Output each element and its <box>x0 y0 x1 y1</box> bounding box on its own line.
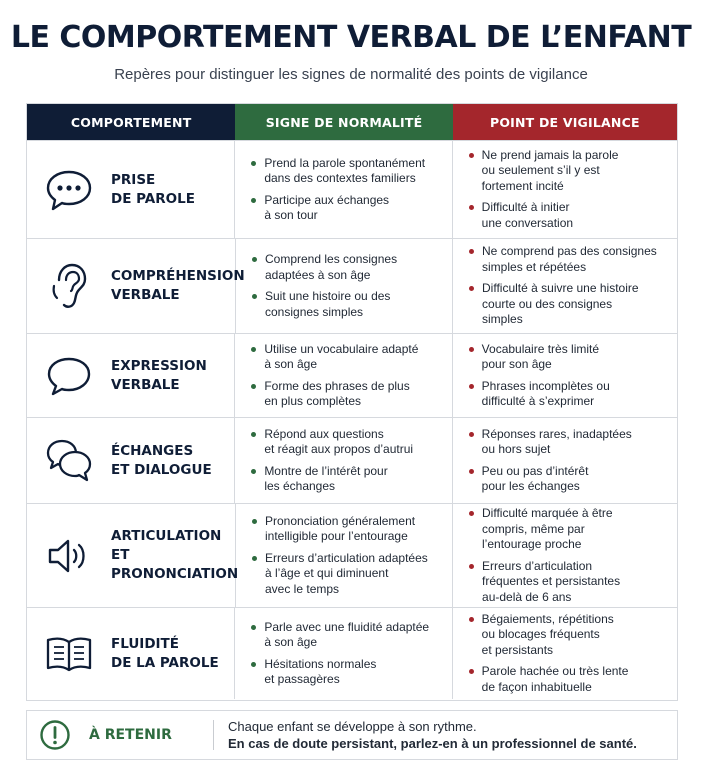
vigilance-cell <box>453 504 677 607</box>
vigilance-item: Difficulté à suivre une histoire courte ou des consignes simples <box>469 281 671 328</box>
behavior-cell <box>27 608 235 699</box>
normal-cell <box>235 608 452 699</box>
open-book-icon <box>45 634 93 674</box>
behavior-cell <box>27 334 235 417</box>
vigilance-item: Parole hachée ou très lente de façon inhabituelle <box>469 664 671 695</box>
divider <box>213 720 214 750</box>
header-behavior: COMPORTEMENT <box>27 104 235 140</box>
vigilance-item: Ne comprend pas des consignes simples et répétées <box>469 244 671 275</box>
behavior-label: PRISE DE PAROLE <box>111 171 195 207</box>
behavior-label: FLUIDITÉ DE LA PAROLE <box>111 635 219 671</box>
reminder-label: À RETENIR <box>89 727 172 743</box>
vigilance-item: Bégaiements, répétitions ou blocages fréquents et persistants <box>469 612 671 659</box>
vigilance-item: Difficulté marquée à être compris, même par l’entourage proche <box>469 506 671 553</box>
table-header <box>27 104 677 140</box>
normal-item: Utilise un vocabulaire adapté à son âge <box>251 342 445 373</box>
vigilance-cell <box>453 334 677 417</box>
table-row <box>27 607 677 699</box>
table-row <box>27 333 677 417</box>
speech-bubble-icon <box>46 355 92 397</box>
normal-item: Erreurs d’articulation adaptées à l’âge et qui diminuent avec le temps <box>252 551 446 598</box>
normal-item: Forme des phrases de plus en plus complètes <box>251 379 445 410</box>
behavior-table <box>26 103 678 701</box>
vigilance-cell <box>453 418 677 503</box>
vigilance-item: Erreurs d’articulation fréquentes et persistantes au-delà de 6 ans <box>469 559 671 606</box>
normal-cell <box>235 418 452 503</box>
ear-icon <box>49 262 89 310</box>
normal-cell <box>236 504 453 607</box>
table-row <box>27 238 677 333</box>
vigilance-item: Ne prend jamais la parole ou seulement s’il y est fortement incité <box>469 148 671 195</box>
behavior-label: COMPRÉHENSION VERBALE <box>111 268 245 303</box>
vigilance-item: Difficulté à initier une conversation <box>469 200 671 231</box>
header-normal: SIGNE DE NORMALITÉ <box>235 104 452 140</box>
table-row <box>27 140 677 238</box>
reminder-line-1: Chaque enfant se développe à son rythme. <box>228 719 477 734</box>
behavior-cell <box>27 239 245 333</box>
behavior-cell <box>27 418 235 503</box>
behavior-cell <box>27 141 235 238</box>
vigilance-item: Phrases incomplètes ou difficulté à s’exprimer <box>469 379 671 410</box>
behavior-cell <box>27 504 239 607</box>
reminder-text <box>228 718 637 752</box>
page-title: LE COMPORTEMENT VERBAL DE L’ENFANT <box>10 20 692 55</box>
normal-item: Participe aux échanges à son tour <box>251 193 445 224</box>
normal-item: Suit une histoire ou des consignes simples <box>252 289 446 320</box>
behavior-label: EXPRESSION VERBALE <box>111 357 207 393</box>
page-subtitle: Repères pour distinguer les signes de normalité des points de vigilance <box>114 66 588 83</box>
normal-item: Prend la parole spontanément dans des contextes familiers <box>251 156 445 187</box>
exclamation-circle-icon <box>39 719 71 751</box>
table-row <box>27 417 677 503</box>
reminder-line-2: En cas de doute persistant, parlez-en à un professionnel de santé. <box>228 736 637 751</box>
speech-bubble-dots-icon <box>45 168 93 212</box>
normal-cell <box>235 141 452 238</box>
dialogue-bubbles-icon <box>45 438 93 484</box>
normal-item: Comprend les consignes adaptées à son âge <box>252 252 446 283</box>
table-row <box>27 503 677 607</box>
vigilance-cell <box>453 239 677 333</box>
behavior-label: ÉCHANGES ET DIALOGUE <box>111 442 212 478</box>
vigilance-cell <box>453 608 677 699</box>
vigilance-item: Réponses rares, inadaptées ou hors sujet <box>469 427 671 458</box>
reminder-box <box>26 710 678 760</box>
speaker-icon <box>46 536 92 576</box>
normal-cell <box>235 334 452 417</box>
normal-item: Prononciation généralement intelligible pour l’entourage <box>252 514 446 545</box>
normal-item: Parle avec une fluidité adaptée à son âge <box>251 620 445 651</box>
vigilance-cell <box>453 141 677 238</box>
behavior-label: ARTICULATION ET PRONONCIATION <box>111 528 239 582</box>
vigilance-item: Peu ou pas d’intérêt pour les échanges <box>469 464 671 495</box>
header-vigilance: POINT DE VIGILANCE <box>453 104 677 140</box>
normal-cell <box>236 239 453 333</box>
normal-item: Hésitations normales et passagères <box>251 657 445 688</box>
normal-item: Montre de l’intérêt pour les échanges <box>251 464 445 495</box>
vigilance-item: Vocabulaire très limité pour son âge <box>469 342 671 373</box>
normal-item: Répond aux questions et réagit aux propos d’autrui <box>251 427 445 458</box>
